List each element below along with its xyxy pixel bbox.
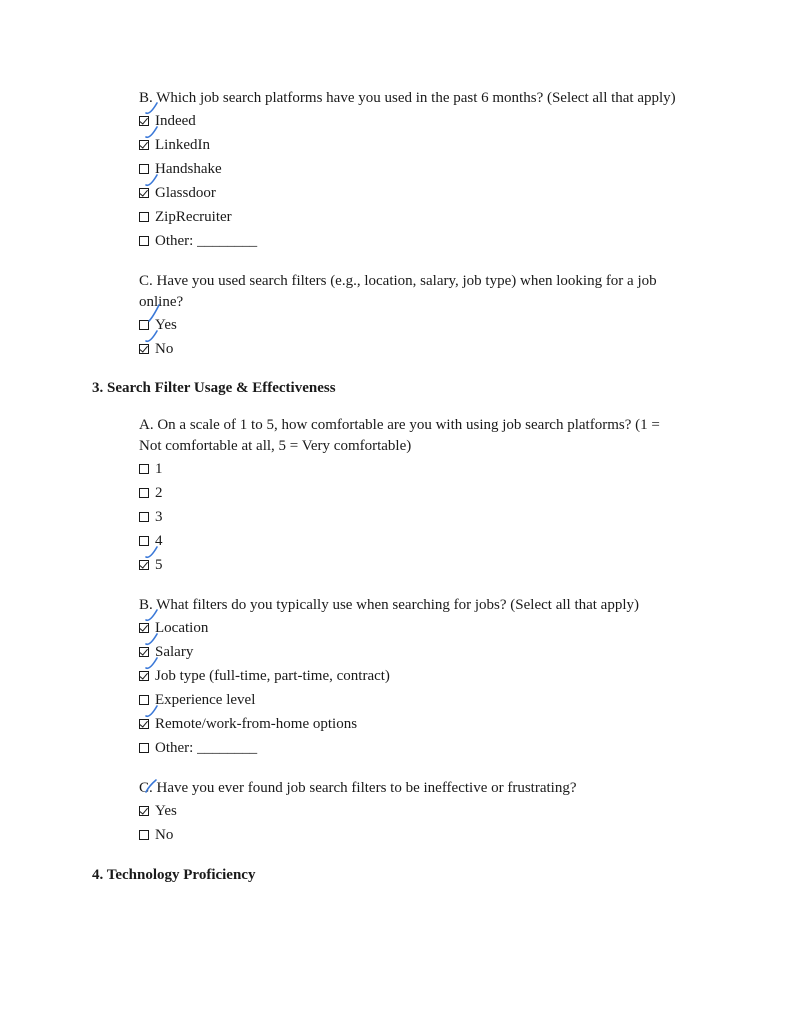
option-handshake[interactable] [139, 159, 222, 179]
option-label: No [155, 341, 174, 357]
option-label: ZipRecruiter [155, 209, 232, 225]
question-comfort-line1: A. On a scale of 1 to 5, how comfortable are you with using job search platforms? (1 = [139, 417, 660, 433]
checkbox-icon[interactable] [139, 743, 149, 753]
checkbox-icon[interactable] [139, 647, 149, 657]
option-label: 4 [155, 533, 163, 549]
option-label: 2 [155, 485, 163, 501]
option-label: No [155, 827, 174, 843]
checkbox-icon[interactable] [139, 140, 149, 150]
checkbox-icon[interactable] [139, 344, 149, 354]
option-scale-4[interactable] [139, 531, 163, 551]
option-location[interactable] [139, 618, 208, 638]
checkbox-icon[interactable] [139, 236, 149, 246]
checkbox-icon[interactable] [139, 212, 149, 222]
checkbox-icon[interactable] [139, 695, 149, 705]
option-indeed[interactable] [139, 111, 196, 131]
checkbox-icon[interactable] [139, 488, 149, 498]
checkbox-icon[interactable] [139, 719, 149, 729]
question-ineffective: C. Have you ever found job search filters to be ineffective or frustrating? [139, 780, 577, 796]
checkbox-icon[interactable] [139, 512, 149, 522]
option-scale-2[interactable] [139, 483, 163, 503]
pen-mark-icon [140, 778, 160, 802]
option-label: 3 [155, 509, 163, 525]
option-job-type[interactable] [139, 666, 390, 686]
option-remote[interactable] [139, 714, 357, 734]
option-other-platform[interactable] [139, 231, 257, 251]
section-heading-3: 3. Search Filter Usage & Effectiveness [92, 380, 336, 396]
option-label: 5 [155, 557, 163, 573]
option-label: 1 [155, 461, 163, 477]
option-yes-frustrating[interactable] [139, 801, 177, 821]
option-linkedin[interactable] [139, 135, 210, 155]
question-comfort-line2: Not comfortable at all, 5 = Very comfortable) [139, 438, 412, 454]
checkbox-icon[interactable] [139, 464, 149, 474]
checkbox-icon[interactable] [139, 623, 149, 633]
checkbox-icon[interactable] [139, 320, 149, 330]
option-ziprecruiter[interactable] [139, 207, 232, 227]
checkbox-icon[interactable] [139, 164, 149, 174]
option-no[interactable] [139, 339, 173, 359]
option-label: Other: ________ [155, 740, 258, 756]
option-label: Job type (full-time, part-time, contract) [155, 668, 390, 684]
option-label: Handshake [155, 161, 222, 177]
option-glassdoor[interactable] [139, 183, 216, 203]
option-scale-5[interactable] [139, 555, 163, 575]
option-experience-level[interactable] [139, 690, 255, 710]
option-salary[interactable] [139, 642, 193, 662]
option-label: Indeed [155, 113, 196, 129]
question-used-filters-line1: C. Have you used search filters (e.g., location, salary, job type) when looking for a job [139, 273, 657, 289]
checkbox-icon[interactable] [139, 536, 149, 546]
checkbox-icon[interactable] [139, 116, 149, 126]
option-label: Glassdoor [155, 185, 216, 201]
checkbox-icon[interactable] [139, 188, 149, 198]
question-used-filters-line2: online? [139, 294, 184, 310]
option-scale-3[interactable] [139, 507, 163, 527]
option-label: Remote/work-from-home options [155, 716, 358, 732]
checkbox-icon[interactable] [139, 806, 149, 816]
checkbox-icon[interactable] [139, 830, 149, 840]
question-filters-used: B. What filters do you typically use when searching for jobs? (Select all that apply) [139, 597, 640, 613]
option-label: Location [155, 620, 209, 636]
option-label: Experience level [155, 692, 256, 708]
option-label: Other: ________ [155, 233, 258, 249]
question-platforms: B. Which job search platforms have you used in the past 6 months? (Select all that apply) [139, 90, 676, 106]
option-other-filter[interactable] [139, 738, 257, 758]
option-scale-1[interactable] [139, 459, 163, 479]
checkbox-icon[interactable] [139, 671, 149, 681]
section-heading-4: 4. Technology Proficiency [92, 867, 256, 883]
checkbox-icon[interactable] [139, 560, 149, 570]
option-label: LinkedIn [155, 137, 210, 153]
option-label: Yes [155, 803, 177, 819]
option-label: Salary [155, 644, 194, 660]
option-yes[interactable] [139, 315, 177, 335]
option-no-frustrating[interactable] [139, 825, 173, 845]
option-label: Yes [155, 317, 177, 333]
